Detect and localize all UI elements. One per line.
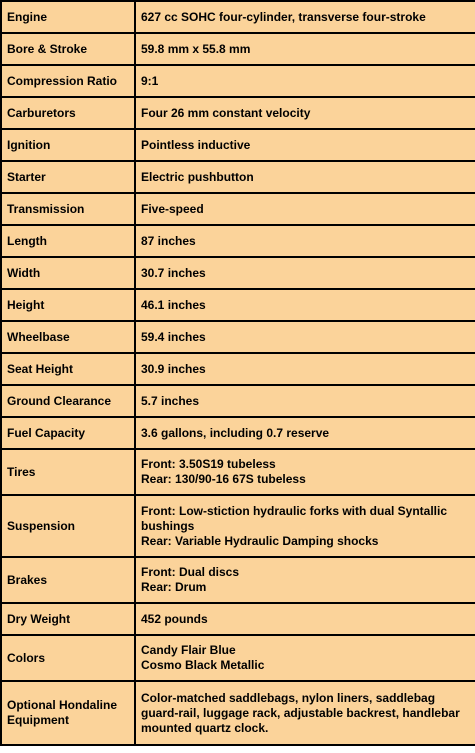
spec-value: 627 cc SOHC four-cylinder, transverse four-stroke bbox=[135, 1, 475, 33]
spec-row-compression-ratio bbox=[1, 65, 475, 97]
spec-value: Pointless inductive bbox=[135, 129, 475, 161]
spec-row-transmission bbox=[1, 193, 475, 225]
spec-row-wheelbase bbox=[1, 321, 475, 353]
spec-value: 3.6 gallons, including 0.7 reserve bbox=[135, 417, 475, 449]
spec-value: 87 inches bbox=[135, 225, 475, 257]
spec-value-line: Front: 3.50S19 tubeless bbox=[141, 457, 276, 471]
spec-row-brakes bbox=[1, 557, 475, 603]
spec-row-width bbox=[1, 257, 475, 289]
spec-row-ignition bbox=[1, 129, 475, 161]
spec-row-ground-clearance bbox=[1, 385, 475, 417]
spec-label: Width bbox=[1, 257, 135, 289]
spec-value-line: Cosmo Black Metallic bbox=[141, 658, 265, 672]
specifications-table-body bbox=[1, 1, 475, 745]
spec-label: Optional Hondaline Equipment bbox=[1, 681, 135, 745]
spec-row-dry-weight bbox=[1, 603, 475, 635]
spec-value: 30.9 inches bbox=[135, 353, 475, 385]
spec-label: Carburetors bbox=[1, 97, 135, 129]
spec-value: 5.7 inches bbox=[135, 385, 475, 417]
spec-row-suspension bbox=[1, 495, 475, 557]
spec-value: 9:1 bbox=[135, 65, 475, 97]
spec-row-starter bbox=[1, 161, 475, 193]
spec-label: Dry Weight bbox=[1, 603, 135, 635]
spec-row-colors bbox=[1, 635, 475, 681]
spec-value-line: Rear: Drum bbox=[141, 580, 207, 594]
spec-value: 59.4 inches bbox=[135, 321, 475, 353]
spec-row-height bbox=[1, 289, 475, 321]
spec-label: Ground Clearance bbox=[1, 385, 135, 417]
spec-value-line: Rear: 130/90-16 67S tubeless bbox=[141, 472, 306, 486]
spec-value: Electric pushbutton bbox=[135, 161, 475, 193]
spec-label: Compression Ratio bbox=[1, 65, 135, 97]
spec-label: Engine bbox=[1, 1, 135, 33]
spec-label: Fuel Capacity bbox=[1, 417, 135, 449]
spec-value-line: Candy Flair Blue bbox=[141, 643, 236, 657]
spec-value-line: Rear: Variable Hydraulic Damping shocks bbox=[141, 533, 379, 548]
spec-row-bore-stroke bbox=[1, 33, 475, 65]
spec-value-line: Front: Low-stiction hydraulic forks with dual Syntallic bushings bbox=[141, 503, 448, 533]
spec-label: Length bbox=[1, 225, 135, 257]
spec-value: Four 26 mm constant velocity bbox=[135, 97, 475, 129]
spec-label: Colors bbox=[1, 635, 135, 681]
spec-label: Ignition bbox=[1, 129, 135, 161]
spec-label: Tires bbox=[1, 449, 135, 495]
spec-value: 59.8 mm x 55.8 mm bbox=[135, 33, 475, 65]
spec-value: 46.1 inches bbox=[135, 289, 475, 321]
spec-value bbox=[135, 449, 475, 495]
spec-value: 30.7 inches bbox=[135, 257, 475, 289]
spec-label: Seat Height bbox=[1, 353, 135, 385]
spec-row-length bbox=[1, 225, 475, 257]
spec-row-fuel-capacity bbox=[1, 417, 475, 449]
spec-label: Bore & Stroke bbox=[1, 33, 135, 65]
spec-value-line: Front: Dual discs bbox=[141, 565, 240, 579]
spec-value bbox=[135, 557, 475, 603]
spec-label: Starter bbox=[1, 161, 135, 193]
spec-value: 452 pounds bbox=[135, 603, 475, 635]
spec-label: Brakes bbox=[1, 557, 135, 603]
spec-label: Wheelbase bbox=[1, 321, 135, 353]
spec-value: Five-speed bbox=[135, 193, 475, 225]
spec-row-carburetors bbox=[1, 97, 475, 129]
spec-row-seat-height bbox=[1, 353, 475, 385]
spec-label: Suspension bbox=[1, 495, 135, 557]
spec-row-tires bbox=[1, 449, 475, 495]
spec-value bbox=[135, 635, 475, 681]
spec-row-engine bbox=[1, 1, 475, 33]
spec-value bbox=[135, 495, 475, 557]
spec-value: Color-matched saddlebags, nylon liners, saddlebag guard-rail, luggage rack, adjustable backrest, handlebar mounted quartz clock. bbox=[135, 681, 475, 745]
spec-label: Height bbox=[1, 289, 135, 321]
spec-row-optional-equipment bbox=[1, 681, 475, 745]
spec-label: Transmission bbox=[1, 193, 135, 225]
